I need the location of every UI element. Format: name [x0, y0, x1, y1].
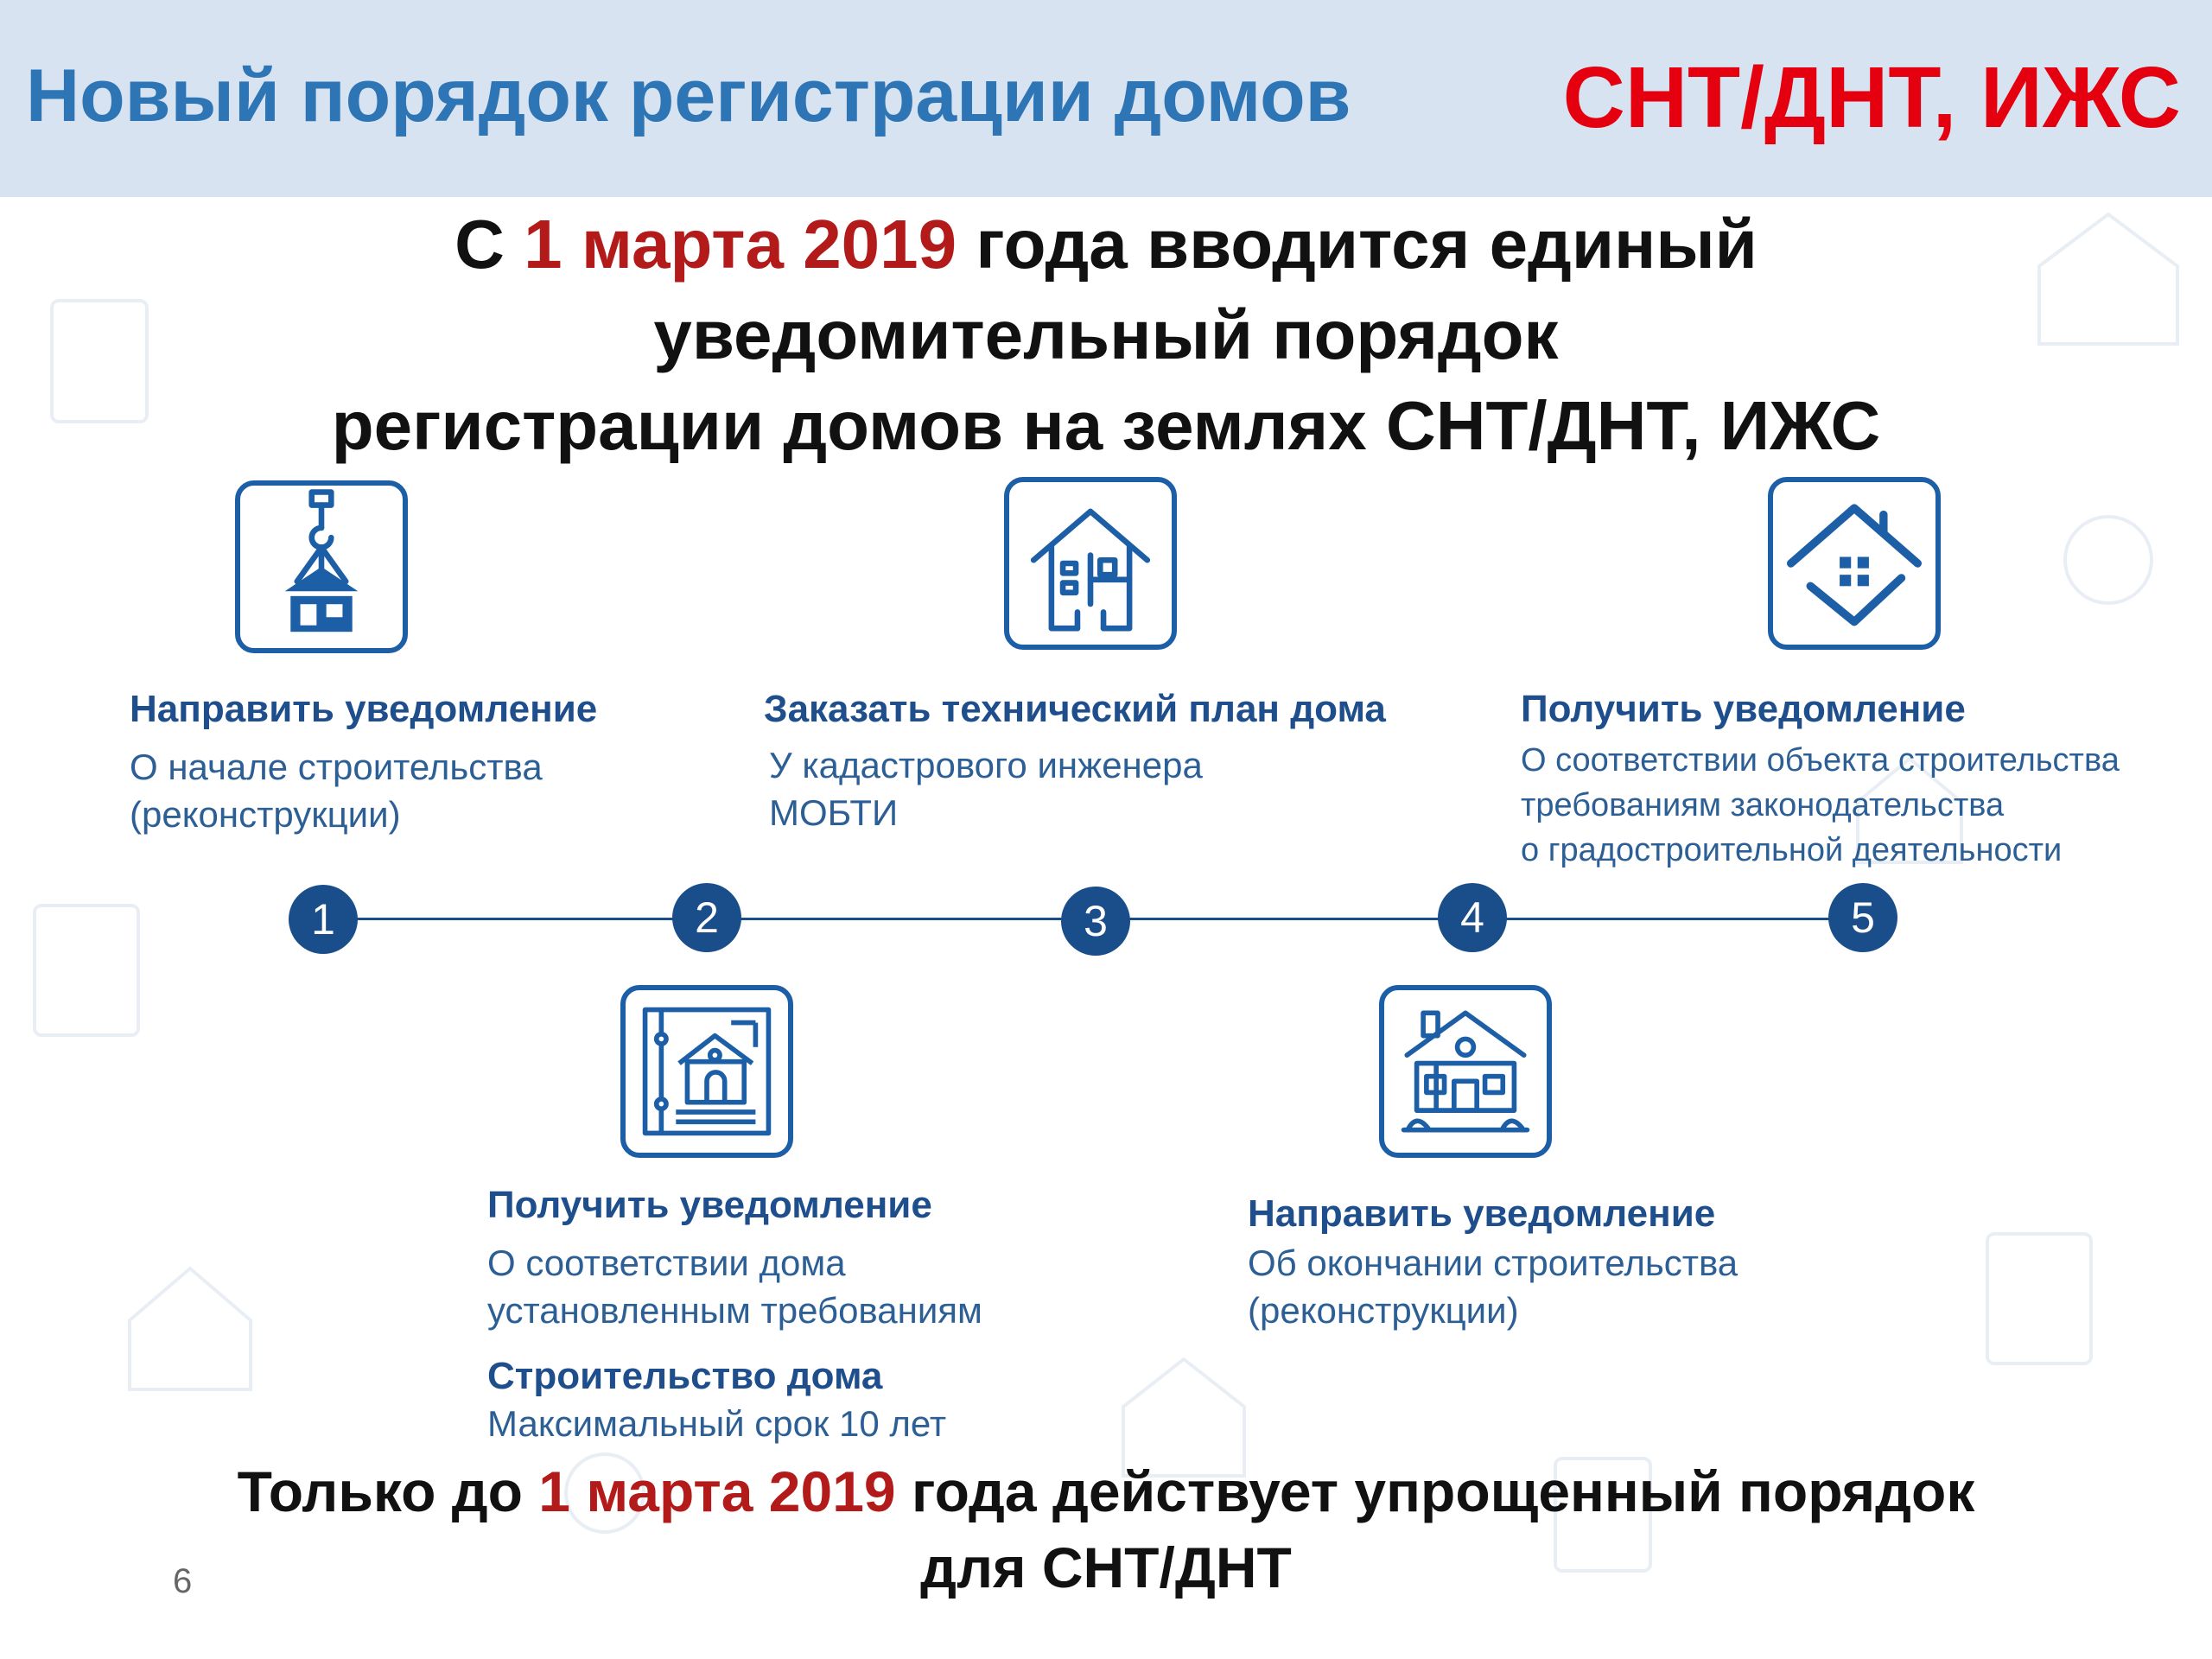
- step-3-desc-line-2: МОБТИ: [769, 792, 899, 833]
- house-blueprint-icon: [620, 985, 793, 1158]
- step-1-title: Направить уведомление: [130, 688, 598, 730]
- timeline-node-1: 1: [289, 885, 358, 954]
- step-3-title: Заказать технический план дома: [764, 688, 1386, 730]
- headline-line-3: регистрации домов на землях СНТ/ДНТ, ИЖС: [331, 387, 1881, 464]
- bottom-rest: года действует упрощенный порядок: [895, 1459, 1975, 1523]
- step-2-desc-line-1: О соответствии дома: [487, 1243, 846, 1283]
- step-4-desc-line-1: Об окончании строительства: [1248, 1243, 1738, 1283]
- step-4: [1248, 1192, 1738, 1334]
- step-5-desc-line-3: о градостроительной деятельности: [1521, 832, 2063, 868]
- headline: [156, 199, 2056, 471]
- crane-house-icon: [235, 480, 408, 653]
- step-3: [764, 688, 1386, 836]
- step-1: [130, 688, 597, 838]
- headline-date: 1 марта 2019: [524, 206, 957, 283]
- step-4-title: Направить уведомление: [1248, 1192, 1716, 1235]
- house-check-icon: [1768, 477, 1941, 650]
- step-2-extra-title: Строительство дома: [487, 1355, 883, 1397]
- bottom-statement: [69, 1453, 2143, 1605]
- headline-line-1-rest: года вводится единый: [957, 206, 1758, 283]
- headline-prefix: С: [454, 206, 524, 283]
- bottom-date: 1 марта 2019: [538, 1459, 896, 1523]
- page-number: 6: [173, 1562, 193, 1600]
- step-2: [487, 1184, 982, 1447]
- cottage-icon: [1379, 985, 1552, 1158]
- bottom-line-2: для СНТ/ДНТ: [920, 1535, 1292, 1599]
- headline-line-1: [156, 199, 2056, 289]
- step-5: [1521, 688, 2120, 873]
- house-floor-plan-icon: [1004, 477, 1177, 650]
- step-5-desc-line-2: требованиям законодательства: [1521, 787, 2005, 823]
- step-4-desc-line-2: (реконструкции): [1248, 1290, 1519, 1331]
- bottom-line-1: [69, 1453, 2143, 1529]
- step-2-title: Получить уведомление: [487, 1184, 932, 1226]
- step-1-desc-line-2: (реконструкции): [130, 794, 401, 835]
- header-tag: СНТ/ДНТ, ИЖС: [1562, 49, 2181, 146]
- headline-line-2: уведомительный порядок: [653, 296, 1559, 373]
- step-5-title: Получить уведомление: [1521, 688, 1966, 730]
- step-3-desc-line-1: У кадастрового инженера: [769, 745, 1203, 785]
- header-banner: [0, 0, 2212, 197]
- step-2-extra-desc: Максимальный срок 10 лет: [487, 1403, 947, 1444]
- timeline-node-4: 4: [1438, 883, 1507, 952]
- step-1-desc-line-1: О начале строительства: [130, 747, 543, 787]
- step-2-desc-line-2: установленным требованиям: [487, 1290, 982, 1331]
- bottom-prefix: Только до: [237, 1459, 539, 1523]
- timeline-node-5: 5: [1828, 883, 1897, 952]
- timeline-node-2: 2: [672, 883, 741, 952]
- timeline-node-3: 3: [1061, 887, 1130, 956]
- header-title: Новый порядок регистрации домов: [26, 54, 1351, 137]
- step-5-desc-line-1: О соответствии объекта строительства: [1521, 742, 2120, 779]
